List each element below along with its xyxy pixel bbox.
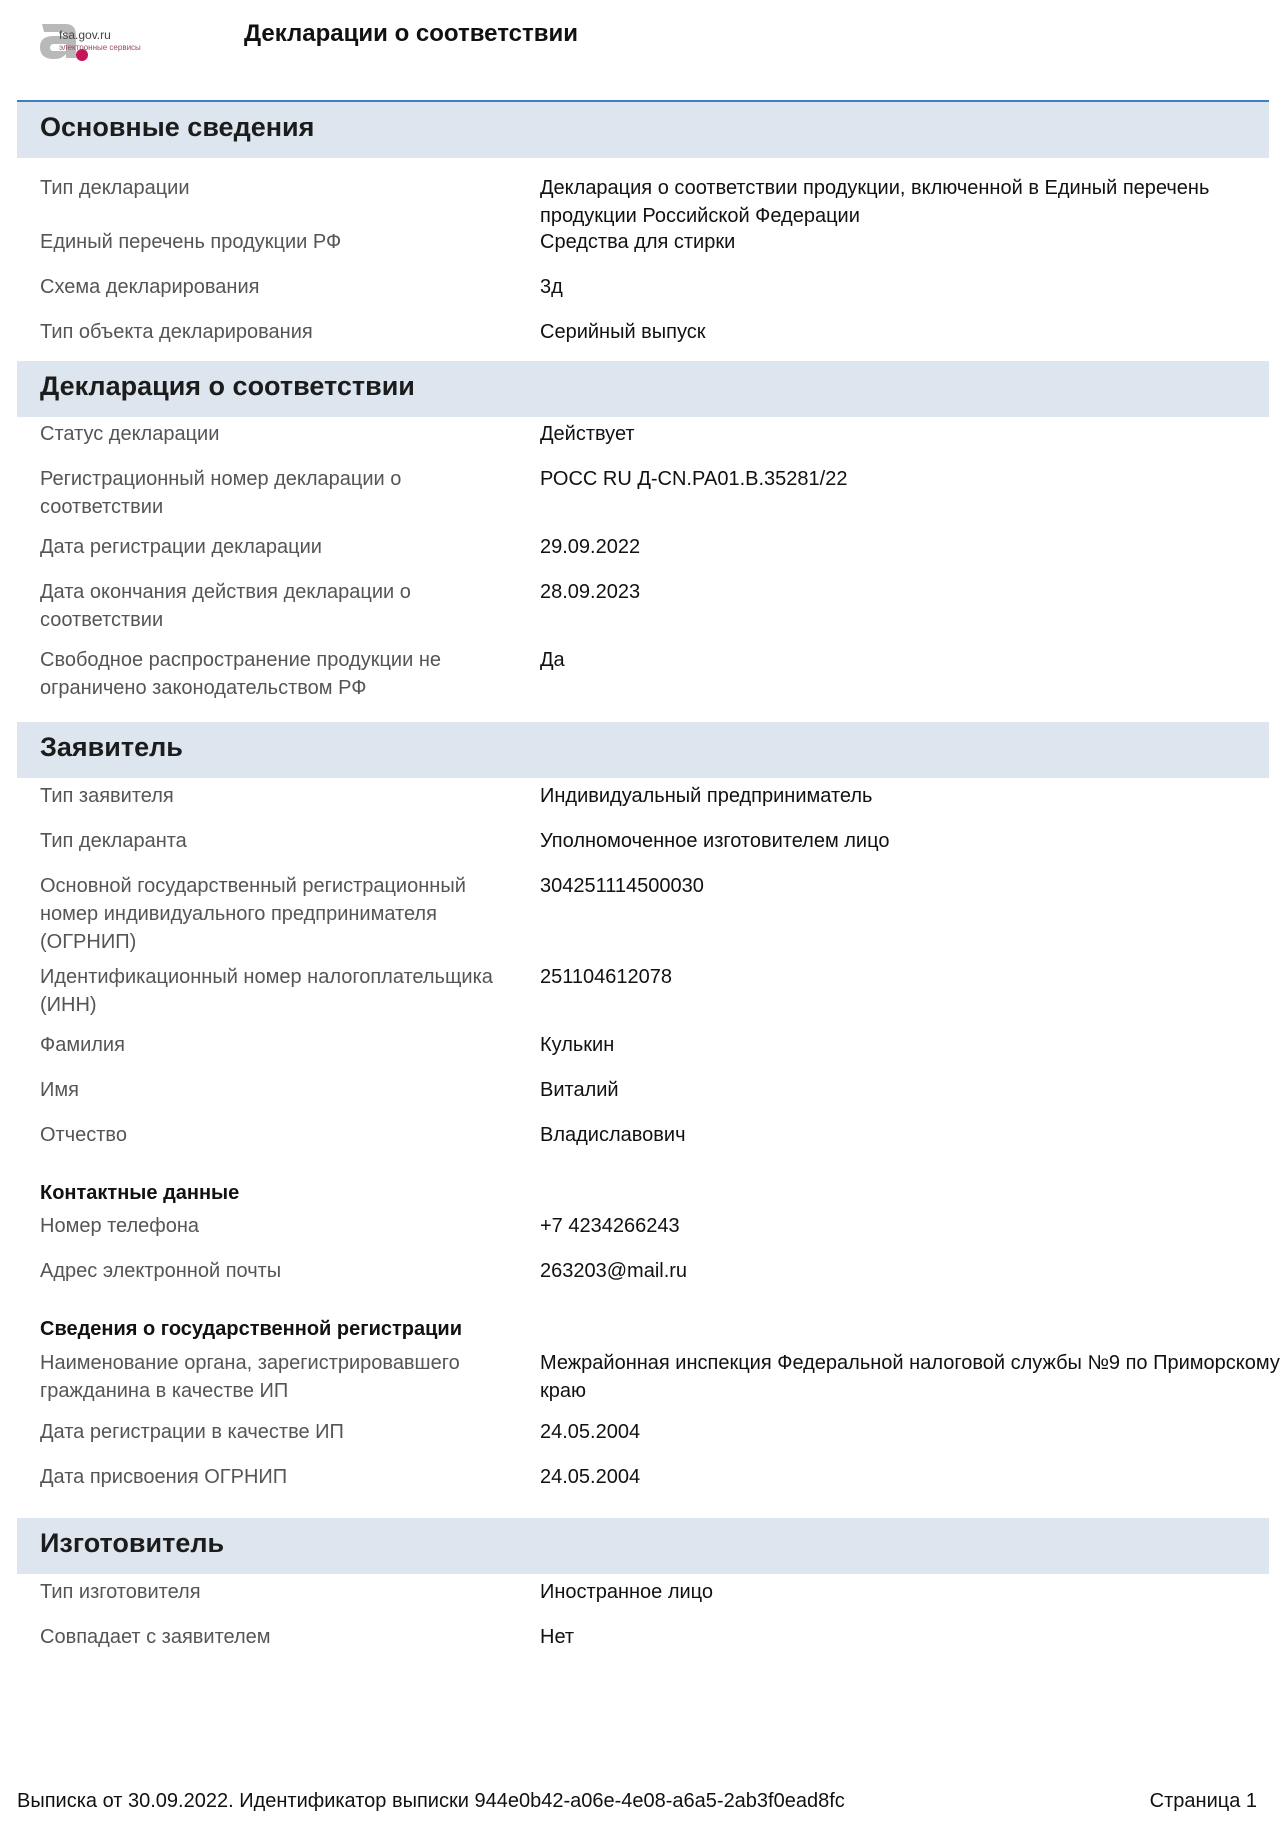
field-label: Адрес электронной почты — [40, 1260, 282, 1282]
field-label: Статус декларации — [40, 423, 220, 445]
field-label: Тип декларанта — [40, 830, 187, 852]
field-label: Дата присвоения ОГРНИП — [40, 1466, 288, 1488]
field-label: Дата регистрации декларации — [40, 536, 322, 558]
field-label: Единый перечень продукции РФ — [40, 231, 342, 253]
field-value: Иностранное лицо — [540, 1581, 714, 1603]
field-label: Имя — [40, 1079, 79, 1101]
field-label: Свободное распространение продукции не ограничено законодательством РФ — [40, 649, 441, 699]
field-label: Тип объекта декларирования — [40, 321, 313, 343]
field-value: Виталий — [540, 1079, 619, 1101]
field-value: 24.05.2004 — [540, 1466, 641, 1488]
section-applicant-title: Заявитель — [17, 722, 1269, 778]
contacts-subheading: Контактные данные — [40, 1182, 240, 1204]
field-value: 28.09.2023 — [540, 581, 641, 603]
field-label: Номер телефона — [40, 1215, 200, 1237]
field-label: Дата окончания действия декларации о соответствии — [40, 581, 411, 631]
page-number: Страница 1 — [1149, 1790, 1257, 1812]
field-value: Владиславович — [540, 1124, 686, 1146]
field-value: Декларация о соответствии продукции, включенной в Единый перечень продукции Российской Федерации — [540, 177, 1210, 227]
page-title: Декларации о соответствии — [244, 20, 578, 47]
field-label: Отчество — [40, 1124, 127, 1146]
field-value: Серийный выпуск — [540, 321, 706, 343]
field-label: Фамилия — [40, 1034, 125, 1056]
field-label: Регистрационный номер декларации о соответствии — [40, 468, 402, 518]
logo-subtitle: электронные сервисы — [59, 43, 141, 52]
field-label: Схема декларирования — [40, 276, 260, 298]
field-label: Тип изготовителя — [40, 1581, 201, 1603]
field-label: Тип заявителя — [40, 785, 174, 807]
field-value: 304251114500030 — [540, 875, 704, 897]
section-manufacturer-title: Изготовитель — [17, 1518, 1269, 1574]
logo-text: fsa.gov.ru — [59, 28, 111, 42]
field-label: Тип декларации — [40, 177, 190, 199]
field-value: Индивидуальный предприниматель — [540, 785, 873, 807]
field-value: Да — [540, 649, 565, 671]
field-value: Средства для стирки — [540, 231, 736, 253]
extract-info: Выписка от 30.09.2022. Идентификатор выписки 944e0b42-a06e-4e08-a6a5-2ab3f0ead8fc — [17, 1790, 845, 1812]
field-value: +7 4234266243 — [540, 1215, 680, 1237]
field-value: РОСС RU Д-CN.РА01.В.35281/22 — [540, 468, 848, 490]
field-label: Дата регистрации в качестве ИП — [40, 1421, 344, 1443]
field-label: Совпадает с заявителем — [40, 1626, 271, 1648]
field-value: Нет — [540, 1626, 575, 1648]
field-value: 29.09.2022 — [540, 536, 641, 558]
field-value: 3д — [540, 276, 563, 298]
field-label: Идентификационный номер налогоплательщика (ИНН) — [40, 966, 493, 1016]
section-declaration-title: Декларация о соответствии — [17, 361, 1269, 417]
field-value: Действует — [540, 423, 635, 445]
field-value: 251104612078 — [540, 966, 672, 988]
field-value: Межрайонная инспекция Федеральной налоговой службы №9 по Приморскому краю — [540, 1352, 1280, 1402]
field-label: Наименование органа, зарегистрировавшего гражданина в качестве ИП — [40, 1352, 460, 1402]
registration-subheading: Сведения о государственной регистрации — [40, 1318, 463, 1340]
field-value: 263203@mail.ru — [540, 1260, 688, 1282]
section-basic-title: Основные сведения — [17, 102, 1269, 158]
field-value: 24.05.2004 — [540, 1421, 641, 1443]
page-header — [0, 0, 1280, 101]
field-value: Уполномоченное изготовителем лицо — [540, 830, 890, 852]
field-label: Основной государственный регистрационный номер индивидуального предпринимателя (ОГРНИП) — [40, 875, 466, 953]
field-value: Кулькин — [540, 1034, 615, 1056]
